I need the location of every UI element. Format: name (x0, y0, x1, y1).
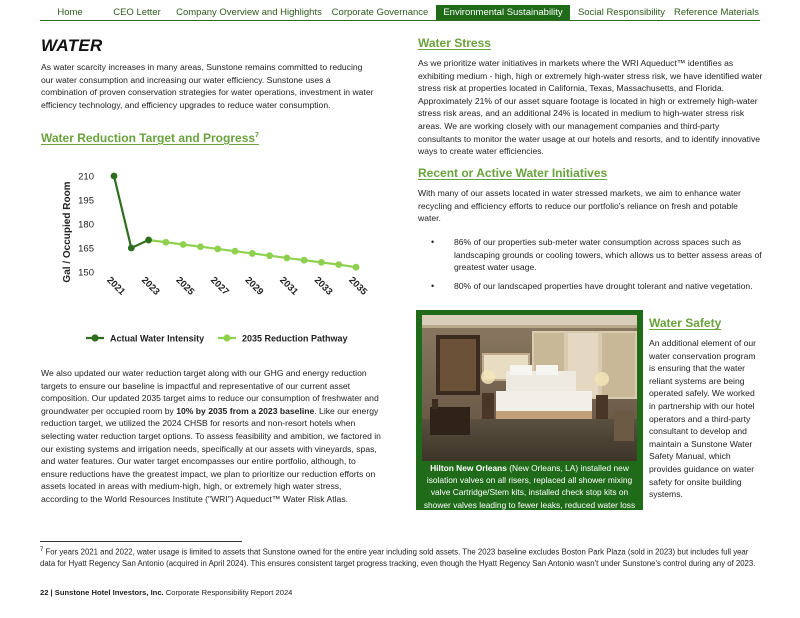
legend-label: 2035 Reduction Pathway (242, 333, 348, 344)
intro-paragraph: As water scarcity increases in many areas, Sunstone remains committed to reducing our water consumption and increasing our water efficiency. Sunstone uses a combination of proven conservation strategies for water operations, investment in water efficiency technology, and efficiency upgrades to reduce water consumption. (41, 62, 374, 110)
nav-environmental-sustainability[interactable]: Environmental Sustainability (436, 5, 570, 20)
footer-report: Corporate Responsibility Report 2024 (163, 588, 293, 597)
x-tick-label: 2027 (208, 274, 231, 298)
list-item: • 80% of our landscaped properties have drought tolerant and native vegetation. (418, 280, 763, 293)
case-study-box (416, 310, 643, 535)
nav-corporate-governance[interactable]: Corporate Governance (331, 7, 429, 18)
data-point-pathway (232, 248, 239, 255)
data-point-pathway (249, 250, 256, 257)
y-tick-label: 165 (78, 243, 94, 255)
data-point-pathway (301, 257, 308, 264)
y-tick-label: 195 (78, 195, 94, 207)
nav-social-responsibility[interactable]: Social Responsibility (577, 7, 666, 18)
footnote-number: 7 (40, 547, 44, 553)
data-point-pathway (180, 241, 187, 248)
target-heading (41, 131, 259, 145)
legend-swatch-marker (223, 334, 230, 341)
hotel-room-photo (422, 315, 637, 461)
case-study-hotel-name: Hilton New Orleans (430, 463, 507, 473)
data-point-pathway (353, 264, 360, 271)
water-safety-paragraph: An additional element of our water conservation program is ensuring that the water reliant systems are being operated safely. We worked in partnership with our hotel operators and a third-party consultant to develop and maintain a Sunstone Water Safety Manual, which provides guidance on water safety for onsite building systems. (649, 338, 757, 500)
x-tick-label: 2023 (138, 274, 162, 298)
target-text-part2: . Like our energy reduction target, we utilized the 2024 CHSB for resorts and non-resort hotels when selecting water reduction target options. To assess feasibility and ambition, we factored in our existing systems and irrigation needs, specifically at our assets with vineyards, spas, and water features. Our water target encompasses our entire portfolio, although, to ensure reductions have the greatest impact, we plan to prioritize our reduction efforts on assets located in areas with medium-high, high, or extremely high water stress, according to the World Resources Institute ("WRI") Aqueduct™ Water Risk Atlas. (41, 405, 381, 504)
footnote-divider (40, 541, 242, 542)
footnote-text: For years 2021 and 2022, water usage is limited to assets that Sunstone owned for the entire year including sold assets. The 2023 baseline excludes Boston Park Plaza (sold in 2023) but includes full year data for Hyatt Regency San Antonio (acquired in April 2024). This ensures consistent target progress tracking, even though the Hyatt Regency San Antonio wasn't under Sunstone's control during any of 2023. (40, 547, 756, 568)
data-point-pathway (283, 255, 290, 262)
initiatives-paragraph: With many of our assets located in water stressed markets, we aim to enhance water recycling and efficiency efforts to reduce our portfolio's reliance on fresh and potable water. (418, 188, 741, 224)
x-tick-label: 2035 (346, 274, 370, 298)
footnote (40, 545, 762, 569)
nav-home[interactable]: Home (57, 7, 83, 18)
y-axis-label: Gal / Occupied Room (62, 181, 73, 283)
series-line-actual (114, 176, 149, 248)
water-stress-paragraph: As we prioritize water initiatives in markets where the WRI Aqueduct™ identifies as exhibiting medium - high, high or extremely high-water stress risk, we have identified water stress risk at properties located in California, Texas, Massachusetts, and Florida. Approximately 21% of our asset square footage is located in high or extremely high-water stress risk areas, and an additional 24% is located in medium to high-water stress risk areas. We are working closely with our management companies and third-party consultants to monitor the water usage at our hotels and resorts, and to identify innovative ways to create water efficiencies. (418, 58, 763, 157)
case-study-caption (420, 462, 639, 535)
target-text-part1: We also updated our water reduction target along with our GHG and energy reduction targets to ensure our baseline is impactful and representative of our current asset composition. Our updated 2035 target aims to reduce our consumption of freshwater and groundwater per occupied room by (41, 368, 379, 416)
top-nav (40, 5, 760, 20)
y-tick-label: 210 (78, 171, 94, 183)
x-tick-label: 2029 (242, 274, 266, 298)
initiatives-list (418, 236, 763, 298)
data-point-pathway (318, 259, 325, 266)
data-point-pathway (214, 246, 221, 253)
x-tick-label: 2033 (311, 274, 335, 298)
page-footer (40, 588, 292, 597)
data-point-actual (111, 173, 118, 180)
water-safety-heading: Water Safety (649, 316, 722, 330)
hotel-room-illustration (422, 315, 637, 461)
data-point-pathway (266, 252, 273, 259)
nav-reference-materials[interactable]: Reference Materials (673, 7, 759, 18)
nav-ceo-letter[interactable]: CEO Letter (113, 7, 161, 18)
x-tick-label: 2021 (104, 274, 128, 298)
nav-company-overview[interactable]: Company Overview and Highlights (176, 7, 322, 18)
data-point-pathway (335, 261, 342, 268)
section-title: WATER (41, 36, 103, 55)
list-item: • 86% of our properties sub-meter water consumption across spaces such as landscaping grounds or cooling towers, which allows us to better assess areas of greatest water usage. (418, 236, 763, 274)
data-point-pathway (162, 239, 169, 246)
footer-page: 22 | Sunstone Hotel Investors, Inc. (40, 588, 164, 597)
target-paragraph (41, 367, 381, 506)
nav-divider (40, 20, 760, 21)
y-tick-label: 180 (78, 219, 94, 231)
data-point-actual (145, 237, 152, 244)
data-point-actual (128, 245, 135, 252)
x-tick-label: 2031 (277, 274, 300, 298)
data-point-pathway (197, 243, 204, 250)
target-heading-text: Water Reduction Target and Progress (41, 131, 256, 145)
y-tick-label: 150 (78, 267, 94, 279)
water-stress-heading: Water Stress (418, 36, 491, 50)
footnote-ref[interactable]: 7 (255, 132, 259, 139)
x-tick-label: 2025 (173, 274, 197, 298)
water-intensity-chart (56, 160, 376, 360)
legend-swatch-marker (91, 334, 98, 341)
initiatives-heading: Recent or Active Water Initiatives (418, 166, 608, 180)
target-highlight: 10% by 2035 from a 2023 baseline (176, 405, 315, 416)
legend-label: Actual Water Intensity (110, 333, 205, 344)
case-study-text: (New Orleans, LA) installed new isolation valves on all risers, replaced all shower mixing valve Cartridge/Stem kits, installed check stop kits on shower valves leading to fewer leaks, reduced water loss from dripping, and reduced electricity usage for heating and cooling water. (423, 463, 636, 535)
